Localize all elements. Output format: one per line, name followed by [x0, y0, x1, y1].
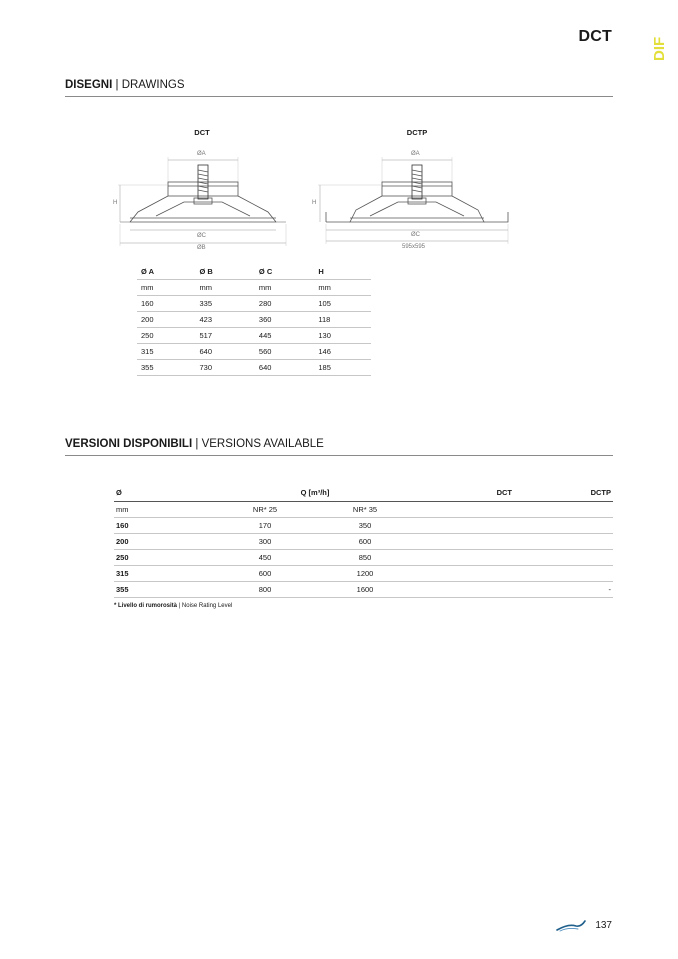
- version-dct: [414, 534, 514, 550]
- dimensions-units-row: [137, 280, 371, 296]
- dim-cell: 355: [137, 360, 195, 376]
- dim-cell: 640: [195, 344, 254, 360]
- drawing-label-dct: DCT: [194, 128, 210, 137]
- dim-cell: 315: [137, 344, 195, 360]
- drawings-title-bold: DISEGNI: [65, 79, 113, 91]
- versions-table: [114, 484, 613, 598]
- dctp-panel-size: 595x595: [402, 244, 426, 250]
- version-nr25: 800: [214, 582, 314, 598]
- footnote-bold: * Livello di rumorosità: [114, 603, 178, 609]
- dctp-dim-a: ØA: [411, 151, 420, 157]
- version-code: 160: [114, 518, 214, 534]
- dim-header-b: Ø B: [195, 264, 254, 280]
- table-row: [114, 518, 613, 534]
- dct-dim-c: ØC: [197, 233, 206, 239]
- dim-unit: mm: [314, 280, 371, 296]
- side-category-tab: [651, 33, 669, 61]
- versions-title-bold: VERSIONI DISPONIBILI: [65, 438, 193, 450]
- footnote-regular: Noise Rating Level: [181, 603, 233, 609]
- dim-cell: 360: [255, 312, 314, 328]
- version-dctp: [514, 550, 613, 566]
- dct-drawing: [108, 140, 308, 258]
- table-row: [137, 328, 371, 344]
- page-number: 137: [595, 920, 612, 931]
- dim-header-a: Ø A: [137, 264, 195, 280]
- version-dct: [414, 582, 514, 598]
- version-nr35: 1200: [314, 566, 414, 582]
- dctp-dim-h: H: [312, 200, 317, 206]
- versions-section-rule: [65, 455, 613, 456]
- version-nr25: 600: [214, 566, 314, 582]
- page-title: DCT: [578, 28, 612, 45]
- table-row: [137, 312, 371, 328]
- dim-cell: 280: [255, 296, 314, 312]
- versions-header-flow: Q [m³/h]: [214, 484, 414, 502]
- noise-footnote: [114, 603, 232, 609]
- dim-cell: 105: [314, 296, 371, 312]
- version-dct: [414, 518, 514, 534]
- drawings-title-separator: |: [112, 79, 122, 91]
- dim-cell: 730: [195, 360, 254, 376]
- versions-subheader-nr35: NR* 35: [314, 502, 414, 518]
- version-nr35: 1600: [314, 582, 414, 598]
- drawings-title-regular: DRAWINGS: [121, 79, 185, 91]
- version-dct: [414, 550, 514, 566]
- version-code: 250: [114, 550, 214, 566]
- drawings-section-rule: [65, 96, 613, 97]
- dim-cell: 146: [314, 344, 371, 360]
- footnote-separator: |: [177, 603, 182, 609]
- version-nr35: 850: [314, 550, 414, 566]
- version-dctp: [514, 566, 613, 582]
- version-code: 315: [114, 566, 214, 582]
- dim-cell: 335: [195, 296, 254, 312]
- dct-dim-a: ØA: [197, 151, 206, 157]
- versions-title-separator: |: [192, 438, 202, 450]
- table-row: [114, 582, 613, 598]
- versions-header-row: [114, 484, 613, 502]
- brand-swoosh-icon: [556, 920, 586, 932]
- dim-cell: 118: [314, 312, 371, 328]
- versions-header-dctp: DCTP: [514, 484, 613, 502]
- dct-dim-b: ØB: [197, 245, 206, 251]
- version-nr35: 350: [314, 518, 414, 534]
- versions-section-title: [65, 438, 324, 450]
- dim-cell: 560: [255, 344, 314, 360]
- table-row: [137, 360, 371, 376]
- versions-subheader-row: [114, 502, 613, 518]
- dim-header-h: H: [314, 264, 371, 280]
- version-dctp: [514, 534, 613, 550]
- table-row: [114, 566, 613, 582]
- table-row: [137, 344, 371, 360]
- dim-cell: 200: [137, 312, 195, 328]
- version-dctp: -: [514, 582, 613, 598]
- versions-header-diameter: Ø: [114, 484, 214, 502]
- dim-cell: 423: [195, 312, 254, 328]
- version-code: 355: [114, 582, 214, 598]
- drawings-section-title: [65, 79, 185, 91]
- dim-cell: 445: [255, 328, 314, 344]
- drawing-label-dctp: DCTP: [406, 128, 428, 137]
- versions-header-dct: DCT: [414, 484, 514, 502]
- table-row: [114, 534, 613, 550]
- table-row: [114, 550, 613, 566]
- versions-subheader-unit: mm: [114, 502, 214, 518]
- dim-cell: 640: [255, 360, 314, 376]
- table-row: [137, 296, 371, 312]
- version-dctp: [514, 518, 613, 534]
- dim-cell: 517: [195, 328, 254, 344]
- dim-cell: 185: [314, 360, 371, 376]
- versions-title-regular: VERSIONS AVAILABLE: [201, 438, 324, 450]
- dim-cell: 160: [137, 296, 195, 312]
- version-dct: [414, 566, 514, 582]
- dim-unit: mm: [255, 280, 314, 296]
- dim-cell: 130: [314, 328, 371, 344]
- side-tab-label: DIF: [651, 36, 668, 61]
- version-nr25: 300: [214, 534, 314, 550]
- dim-unit: mm: [137, 280, 195, 296]
- dct-dim-h: H: [113, 200, 118, 206]
- dimensions-header-row: [137, 264, 371, 280]
- dim-cell: 250: [137, 328, 195, 344]
- version-nr35: 600: [314, 534, 414, 550]
- versions-subheader-nr25: NR* 25: [214, 502, 314, 518]
- dctp-dim-c: ØC: [411, 232, 420, 238]
- dctp-drawing: [312, 140, 512, 258]
- version-code: 200: [114, 534, 214, 550]
- dim-unit: mm: [195, 280, 254, 296]
- version-nr25: 450: [214, 550, 314, 566]
- version-nr25: 170: [214, 518, 314, 534]
- dim-header-c: Ø C: [255, 264, 314, 280]
- dimensions-table: [137, 264, 371, 376]
